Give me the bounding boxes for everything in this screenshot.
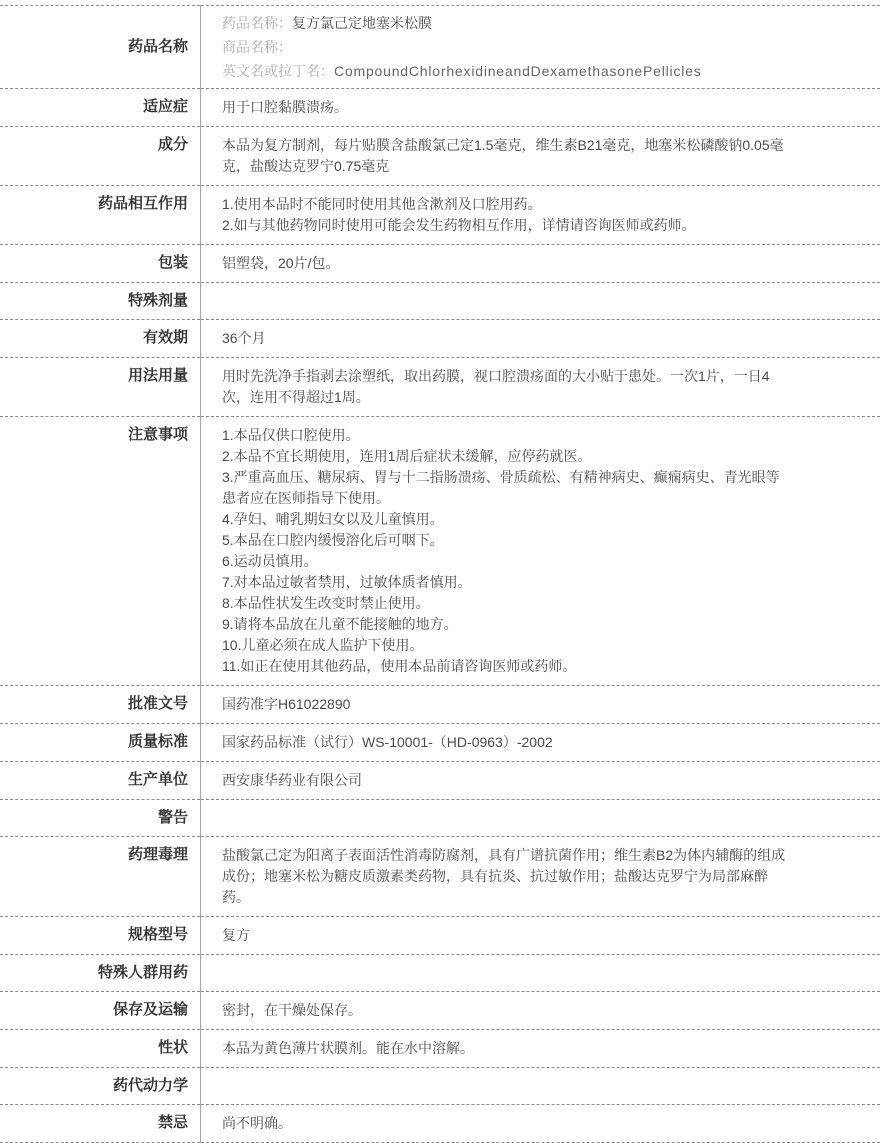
row-label: 禁忌	[0, 1105, 201, 1143]
field-value: 11.如正在使用其他药品，使用本品前请咨询医师或药师。	[222, 658, 576, 674]
row-label: 规格型号	[0, 917, 201, 955]
field-value: 2.如与其他药物同时使用可能会发生药物相互作用，详情请咨询医师或药师。	[222, 217, 696, 233]
row-label: 批准文号	[0, 686, 201, 724]
row-value	[201, 358, 880, 417]
value-line	[222, 614, 792, 635]
row-value	[201, 917, 880, 955]
table-row-approval-number	[0, 686, 880, 724]
field-value: 10.儿童必须在成人监护下使用。	[222, 637, 423, 653]
row-label: 药理毒理	[0, 837, 201, 917]
row-value	[201, 1105, 880, 1143]
row-value	[201, 6, 880, 89]
value-line	[222, 446, 792, 467]
field-value: 2.本品不宜长期使用，连用1周后症状未缓解，应停药就医。	[222, 448, 591, 464]
row-value	[201, 955, 880, 992]
value-line	[222, 845, 792, 908]
row-label: 药品名称	[0, 6, 201, 89]
row-label: 用法用量	[0, 358, 201, 417]
value-line	[222, 97, 792, 118]
value-line	[222, 593, 792, 614]
field-prefix: 商品名称：	[222, 39, 292, 55]
field-value: 复方氯己定地塞米松膜	[292, 15, 432, 31]
value-line	[222, 1000, 792, 1021]
table-row-contraindications	[0, 1105, 880, 1143]
field-value: 6.运动员慎用。	[222, 553, 318, 569]
value-line	[222, 59, 792, 83]
table-row-warning	[0, 800, 880, 837]
row-label: 警告	[0, 800, 201, 837]
row-value	[201, 127, 880, 186]
row-value	[201, 837, 880, 917]
value-line	[222, 215, 792, 236]
value-line	[222, 425, 792, 446]
row-value	[201, 245, 880, 283]
value-line	[222, 694, 792, 715]
field-value: 用于口腔黏膜溃疡。	[222, 99, 348, 115]
drug-info-table-body	[0, 6, 880, 1143]
value-line	[222, 656, 792, 677]
table-row-dosage-administration	[0, 358, 880, 417]
field-value: 3.严重高血压、糖尿病、胃与十二指肠溃疡、骨质疏松、有精神病史、癫痫病史、青光眼等患者应在医师指导下使用。	[222, 469, 780, 506]
table-row-special-populations	[0, 955, 880, 992]
row-value	[201, 1068, 880, 1105]
value-line	[222, 328, 792, 349]
row-value	[201, 762, 880, 800]
value-line	[222, 1113, 792, 1134]
field-value: 本品为黄色薄片状膜剂。能在水中溶解。	[222, 1040, 474, 1056]
row-value	[201, 417, 880, 686]
field-value: 西安康华药业有限公司	[222, 772, 362, 788]
field-prefix: 药品名称：	[222, 15, 292, 31]
field-value: 国药准字H61022890	[222, 696, 350, 712]
field-value: 5.本品在口腔内缓慢溶化后可咽下。	[222, 532, 444, 548]
row-value	[201, 320, 880, 358]
table-row-storage-transport	[0, 992, 880, 1030]
table-row-quality-standard	[0, 724, 880, 762]
value-line	[222, 732, 792, 753]
field-value: 复方	[222, 927, 250, 943]
value-line	[222, 635, 792, 656]
row-label: 质量标准	[0, 724, 201, 762]
field-prefix: 英文名或拉丁名：	[222, 63, 334, 79]
table-row-description	[0, 1030, 880, 1068]
value-line	[222, 925, 792, 946]
field-value: 36个月	[222, 330, 266, 346]
field-value: 8.本品性状发生改变时禁止使用。	[222, 595, 430, 611]
table-row-packaging	[0, 245, 880, 283]
table-row-special-dosage	[0, 283, 880, 320]
row-label: 生产单位	[0, 762, 201, 800]
row-label: 药品相互作用	[0, 186, 201, 245]
value-line	[222, 551, 792, 572]
value-line	[222, 194, 792, 215]
row-label: 特殊人群用药	[0, 955, 201, 992]
field-value: 用时先洗净手指剥去涂塑纸，取出药膜，视口腔溃疡面的大小贴于患处。一次1片，一日4次，连用不得超过1周。	[222, 368, 770, 405]
table-row-indications	[0, 89, 880, 127]
row-label: 性状	[0, 1030, 201, 1068]
row-label: 适应症	[0, 89, 201, 127]
value-line	[222, 11, 792, 35]
field-value: 国家药品标准（试行）WS-10001-（HD-0963）-2002	[222, 734, 553, 750]
row-label: 成分	[0, 127, 201, 186]
table-row-composition	[0, 127, 880, 186]
field-value: 铝塑袋，20片/包。	[222, 255, 339, 271]
value-line	[222, 770, 792, 791]
value-line	[222, 572, 792, 593]
value-line	[222, 366, 792, 408]
field-value: 本品为复方制剂，每片贴膜含盐酸氯己定1.5毫克，维生素B21毫克，地塞米松磷酸钠0.05毫克，盐酸达克罗宁0.75毫克	[222, 137, 784, 174]
value-line	[222, 135, 792, 177]
table-row-drug-name	[0, 6, 880, 89]
field-value: 9.请将本品放在儿童不能接触的地方。	[222, 616, 458, 632]
row-label: 药代动力学	[0, 1068, 201, 1105]
field-value: 1.使用本品时不能同时使用其他含漱剂及口腔用药。	[222, 196, 542, 212]
row-label: 注意事项	[0, 417, 201, 686]
table-row-specification-model	[0, 917, 880, 955]
field-value: 4.孕妇、哺乳期妇女以及儿童慎用。	[222, 511, 444, 527]
table-row-precautions	[0, 417, 880, 686]
row-value	[201, 686, 880, 724]
row-value	[201, 283, 880, 320]
table-row-drug-interactions	[0, 186, 880, 245]
drug-info-table	[0, 5, 880, 1143]
value-line	[222, 530, 792, 551]
row-label: 包装	[0, 245, 201, 283]
row-value	[201, 724, 880, 762]
table-row-pharmacology-toxicology	[0, 837, 880, 917]
field-value: 密封，在干燥处保存。	[222, 1002, 362, 1018]
row-label: 保存及运输	[0, 992, 201, 1030]
field-value: 7.对本品过敏者禁用，过敏体质者慎用。	[222, 574, 472, 590]
value-line	[222, 1038, 792, 1059]
value-line	[222, 509, 792, 530]
table-row-manufacturer	[0, 762, 880, 800]
field-value: 盐酸氯己定为阳离子表面活性消毒防腐剂，具有广谱抗菌作用；维生素B2为体内辅酶的组成成份；地塞米松为糖皮质激素类药物，具有抗炎、抗过敏作用；盐酸达克罗宁为局部麻醉药。	[222, 847, 785, 905]
row-value	[201, 1030, 880, 1068]
value-line	[222, 35, 792, 59]
field-value: 尚不明确。	[222, 1115, 292, 1131]
latin-name-value: CompoundChlorhexidineandDexamethasonePellicles	[334, 63, 702, 79]
value-line	[222, 467, 792, 509]
row-label: 特殊剂量	[0, 283, 201, 320]
table-row-shelf-life	[0, 320, 880, 358]
value-line	[222, 253, 792, 274]
row-value	[201, 992, 880, 1030]
table-row-pharmacokinetics	[0, 1068, 880, 1105]
row-value	[201, 89, 880, 127]
row-value	[201, 800, 880, 837]
row-label: 有效期	[0, 320, 201, 358]
field-value: 1.本品仅供口腔使用。	[222, 427, 360, 443]
row-value	[201, 186, 880, 245]
